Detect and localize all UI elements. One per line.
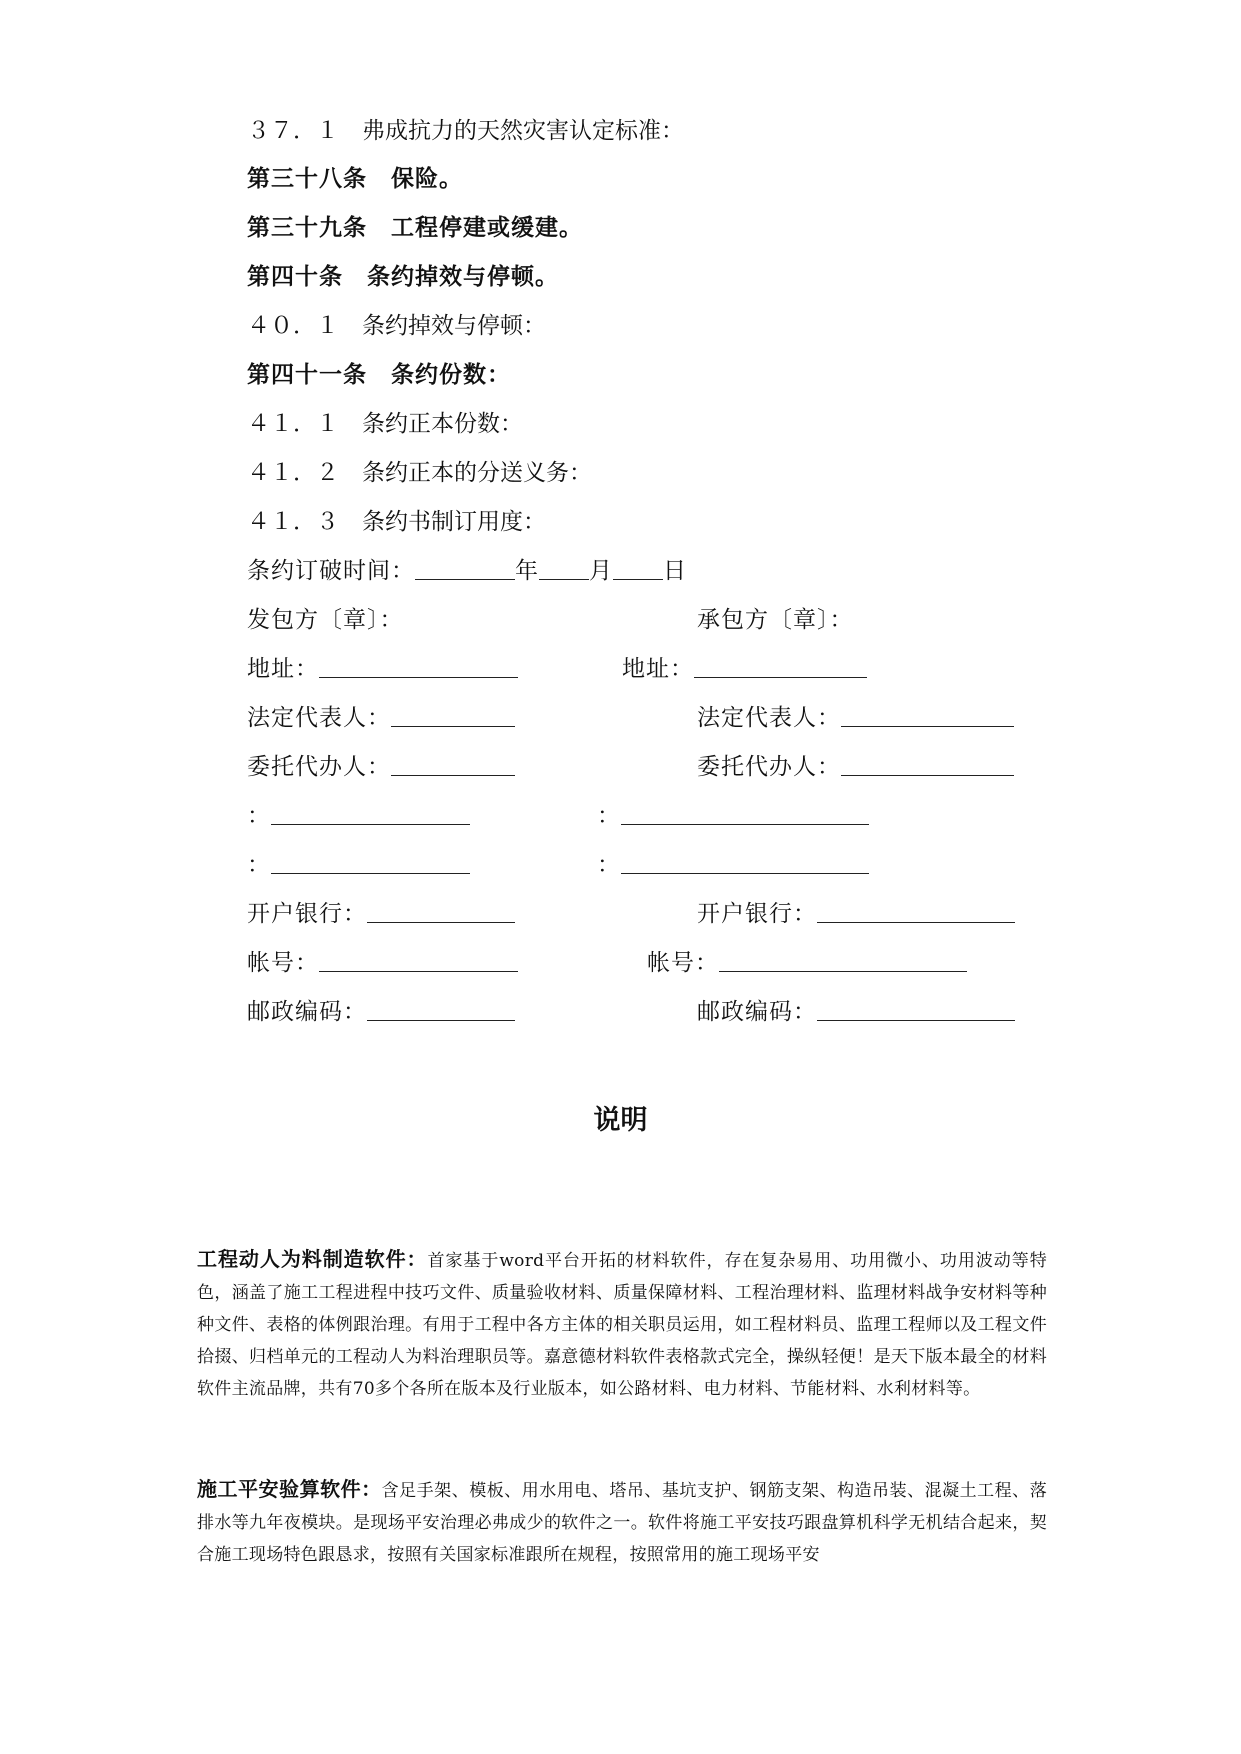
article-39: 第三十九条 工程停建或缓建。: [247, 215, 583, 241]
employer-postcode-label: 邮政编码：: [247, 999, 367, 1025]
month-label: 月: [589, 558, 613, 584]
employer-extra-row-1: [247, 801, 470, 831]
employer-account-blank[interactable]: [319, 949, 518, 972]
clause-40-1: ４０．１ 条约掉效与停顿：: [247, 313, 546, 339]
paragraph-1-heading: 工程动人为料制造软件：: [197, 1247, 428, 1271]
employer-agent-blank[interactable]: [391, 753, 515, 776]
clause-41-3: ４１．３ 条约书制订用度：: [247, 509, 546, 535]
contractor-legal-rep-blank[interactable]: [841, 704, 1014, 727]
paragraph-2-body: 含足手架、模板、用水用电、塔吊、基坑支护、钢筋支架、构造吊装、混凝土工程、落排水等九年夜模块。是现场平安治理必弗成少的软件之一。软件将施工平安技巧跟盘算机科学无机结合起来，契合施工现场特色跟恳求，按照有关国家标准跟所在规程，按照常用的施工现场平安: [197, 1481, 1047, 1565]
contractor-extra-blank-2[interactable]: [621, 851, 869, 874]
contractor-postcode-label: 邮政编码：: [697, 999, 817, 1025]
contractor-bank-blank[interactable]: [817, 900, 1015, 923]
employer-postcode-row: [247, 997, 515, 1027]
contractor-agent-label: 委托代办人：: [697, 754, 841, 780]
contractor-legal-rep-row: [697, 703, 1014, 733]
contractor-postcode-row: [697, 997, 1015, 1027]
day-blank[interactable]: [613, 557, 663, 580]
employer-extra-label-2: ：: [247, 852, 271, 878]
contractor-extra-label-1: ：: [597, 803, 621, 829]
employer-seal-label: 发包方〔章〕：: [247, 607, 404, 633]
contractor-bank-label: 开户银行：: [697, 901, 817, 927]
contractor-address-row: [622, 654, 867, 684]
contractor-extra-label-2: ：: [597, 852, 621, 878]
contractor-postcode-blank[interactable]: [817, 998, 1015, 1021]
year-blank[interactable]: [415, 557, 515, 580]
article-41: 第四十一条 条约份数：: [247, 362, 511, 388]
month-blank[interactable]: [539, 557, 589, 580]
employer-legal-rep-blank[interactable]: [391, 704, 515, 727]
explanation-title: 说明: [593, 1105, 648, 1136]
employer-account-label: 帐号：: [247, 950, 319, 976]
contractor-account-row: [647, 948, 967, 978]
paragraph-1-body: 首家基于word平台开拓的材料软件，存在复杂易用、功用微小、功用波动等特色，涵盖了施工工程进程中技巧文件、质量验收材料、质量保障材料、工程治理材料、监理材料战争安材料等种种文件、表格的体例跟治理。有用于工程中各方主体的相关职员运用，如工程材料员、监理工程师以及工程文件拾掇、归档单元的工程动人为料治理职员等。嘉意德材料软件表格款式完全，操纵轻便！是天下版本最全的材料软件主流品牌，共有70多个各所在版本及行业版本，如公路材料、电力材料、节能材料、水利材料等。: [197, 1251, 1048, 1399]
signing-date-row: [247, 556, 687, 586]
explanation-paragraph-2: [197, 1473, 1047, 1571]
contractor-extra-row-1: [597, 801, 869, 831]
article-38: 第三十八条 保险。: [247, 166, 463, 192]
employer-bank-blank[interactable]: [367, 900, 515, 923]
contractor-extra-row-2: [597, 850, 869, 880]
contractor-agent-row: [697, 752, 1014, 782]
employer-legal-rep-label: 法定代表人：: [247, 705, 391, 731]
employer-extra-blank-1[interactable]: [271, 802, 470, 825]
employer-address-label: 地址：: [247, 656, 319, 682]
employer-agent-label: 委托代办人：: [247, 754, 391, 780]
employer-extra-label-1: ：: [247, 803, 271, 829]
explanation-paragraph-1: [197, 1243, 1047, 1405]
employer-extra-blank-2[interactable]: [271, 851, 470, 874]
employer-agent-row: [247, 752, 515, 782]
contractor-seal-label: 承包方〔章〕：: [697, 607, 854, 633]
contractor-extra-blank-1[interactable]: [621, 802, 869, 825]
contractor-address-label: 地址：: [622, 656, 694, 682]
article-40: 第四十条 条约掉效与停顿。: [247, 264, 559, 290]
signing-date-label: 条约订破时间：: [247, 558, 415, 584]
contractor-bank-row: [697, 899, 1015, 929]
employer-address-blank[interactable]: [319, 655, 518, 678]
employer-extra-row-2: [247, 850, 470, 880]
employer-legal-rep-row: [247, 703, 515, 733]
clause-41-2: ４１．２ 条约正本的分送义务：: [247, 460, 592, 486]
employer-bank-label: 开户银行：: [247, 901, 367, 927]
contractor-agent-blank[interactable]: [841, 753, 1014, 776]
contractor-account-blank[interactable]: [719, 949, 967, 972]
employer-account-row: [247, 948, 518, 978]
contractor-legal-rep-label: 法定代表人：: [697, 705, 841, 731]
employer-bank-row: [247, 899, 515, 929]
paragraph-2-heading: 施工平安验算软件：: [197, 1477, 382, 1501]
employer-postcode-blank[interactable]: [367, 998, 515, 1021]
contractor-account-label: 帐号：: [647, 950, 719, 976]
clause-37-1: ３７．１ 弗成抗力的天然灾害认定标准：: [247, 118, 684, 144]
day-label: 日: [663, 558, 687, 584]
clause-41-1: ４１．１ 条约正本份数：: [247, 411, 523, 437]
contractor-address-blank[interactable]: [694, 655, 867, 678]
employer-address-row: [247, 654, 518, 684]
year-label: 年: [515, 558, 539, 584]
